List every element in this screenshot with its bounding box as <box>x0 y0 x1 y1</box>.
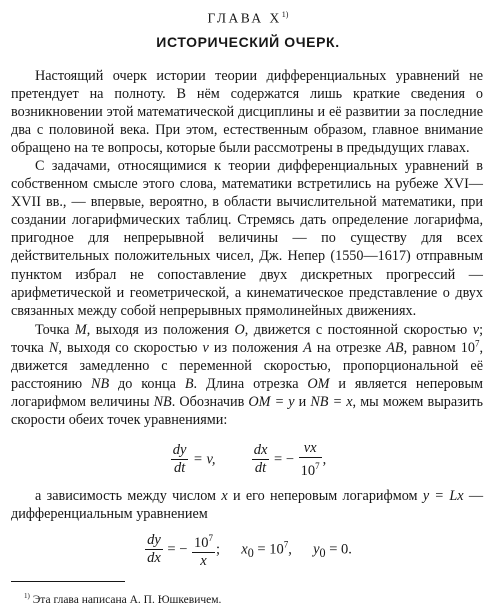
velocity-equations: $\frac{dy}{dt}$ = v, $\frac{dx}{dt}$ = − $\frac{vx}{10^7}$ , <box>172 440 327 479</box>
paragraph-log-relation: а зависимость между числом x и его неперовым логарифмом y = Lx — дифференциальным уравнением <box>11 488 484 523</box>
fraction-vx-1e7: $\frac{vx}{10^7}$ <box>300 440 320 479</box>
footnote-divider <box>11 581 125 582</box>
paragraph-points-motion: Точка M, выходя из положения O, движется с постоянной скоростью v; точка N, выходя со скоростью v из положения A на отрезке AB, равном $10^7$, движется замедленно с переменной скоростью, пропорциональной её расстоянию NB до конца B. Длина отрезка OM и является неперовым логарифмом величины NB. Обозначив OM = y и NB = x, мы можем выразить скорости обеих точек уравнениями: <box>11 322 484 429</box>
footnote <box>24 592 221 606</box>
chapter-label: ГЛАВА X <box>207 10 282 26</box>
chapter-footnote-mark: 1) <box>281 10 289 19</box>
chapter-heading <box>0 10 496 27</box>
paragraph-napier: С задачами, относящимися к теории дифференциальных уравнений в собственном смысле этого слова, математики встретились на рубеже XVI—XVII вв., — впервые, вероятно, в области вычислительной математики, при создании логарифмических таблиц. Стремясь дать определение логарифма, пригодное для непрерывной величины — по существу для всех действительных положительных чисел, Дж. Непер (1550—1617) отправным пунктом избрал не сопоставление двух дискретных прогрессий — арифметической и геометрической, а кинематическое представление о двух связанных между собой непрерывных прямолинейных движениях. <box>11 158 483 319</box>
fraction-dy-dt: $\frac{dy}{dt}$ <box>172 442 187 477</box>
fraction-dx-dt: $\frac{dx}{dt}$ <box>253 442 268 477</box>
footnote-mark: 1) <box>24 592 30 600</box>
paragraph-intro: Настоящий очерк истории теории дифференциальных уравнений не претендует на полноту. В нём содержатся лишь краткие сведения о возникновении этой математической дисциплины и её развитии за последние два с половиной века. При этом, естественным образом, главное внимание обращено на те вопросы, которые были рассмотрены в предыдущих главах. <box>11 68 483 157</box>
fraction-1e7-x: $\frac{10^7}{x}$ <box>194 533 214 569</box>
chapter-title: ИСТОРИЧЕСКИЙ ОЧЕРК. <box>156 34 340 50</box>
differential-equation: $\frac{dy}{dx}$ = − $\frac{10^7}{x}$ ; $x_0 = 10^7$, $y_0 = 0$. <box>147 532 352 569</box>
footnote-text: Эта глава написана А. П. Юшкевичем. <box>29 593 222 606</box>
fraction-dy-dx: $\frac{dy}{dx}$ <box>147 532 161 567</box>
